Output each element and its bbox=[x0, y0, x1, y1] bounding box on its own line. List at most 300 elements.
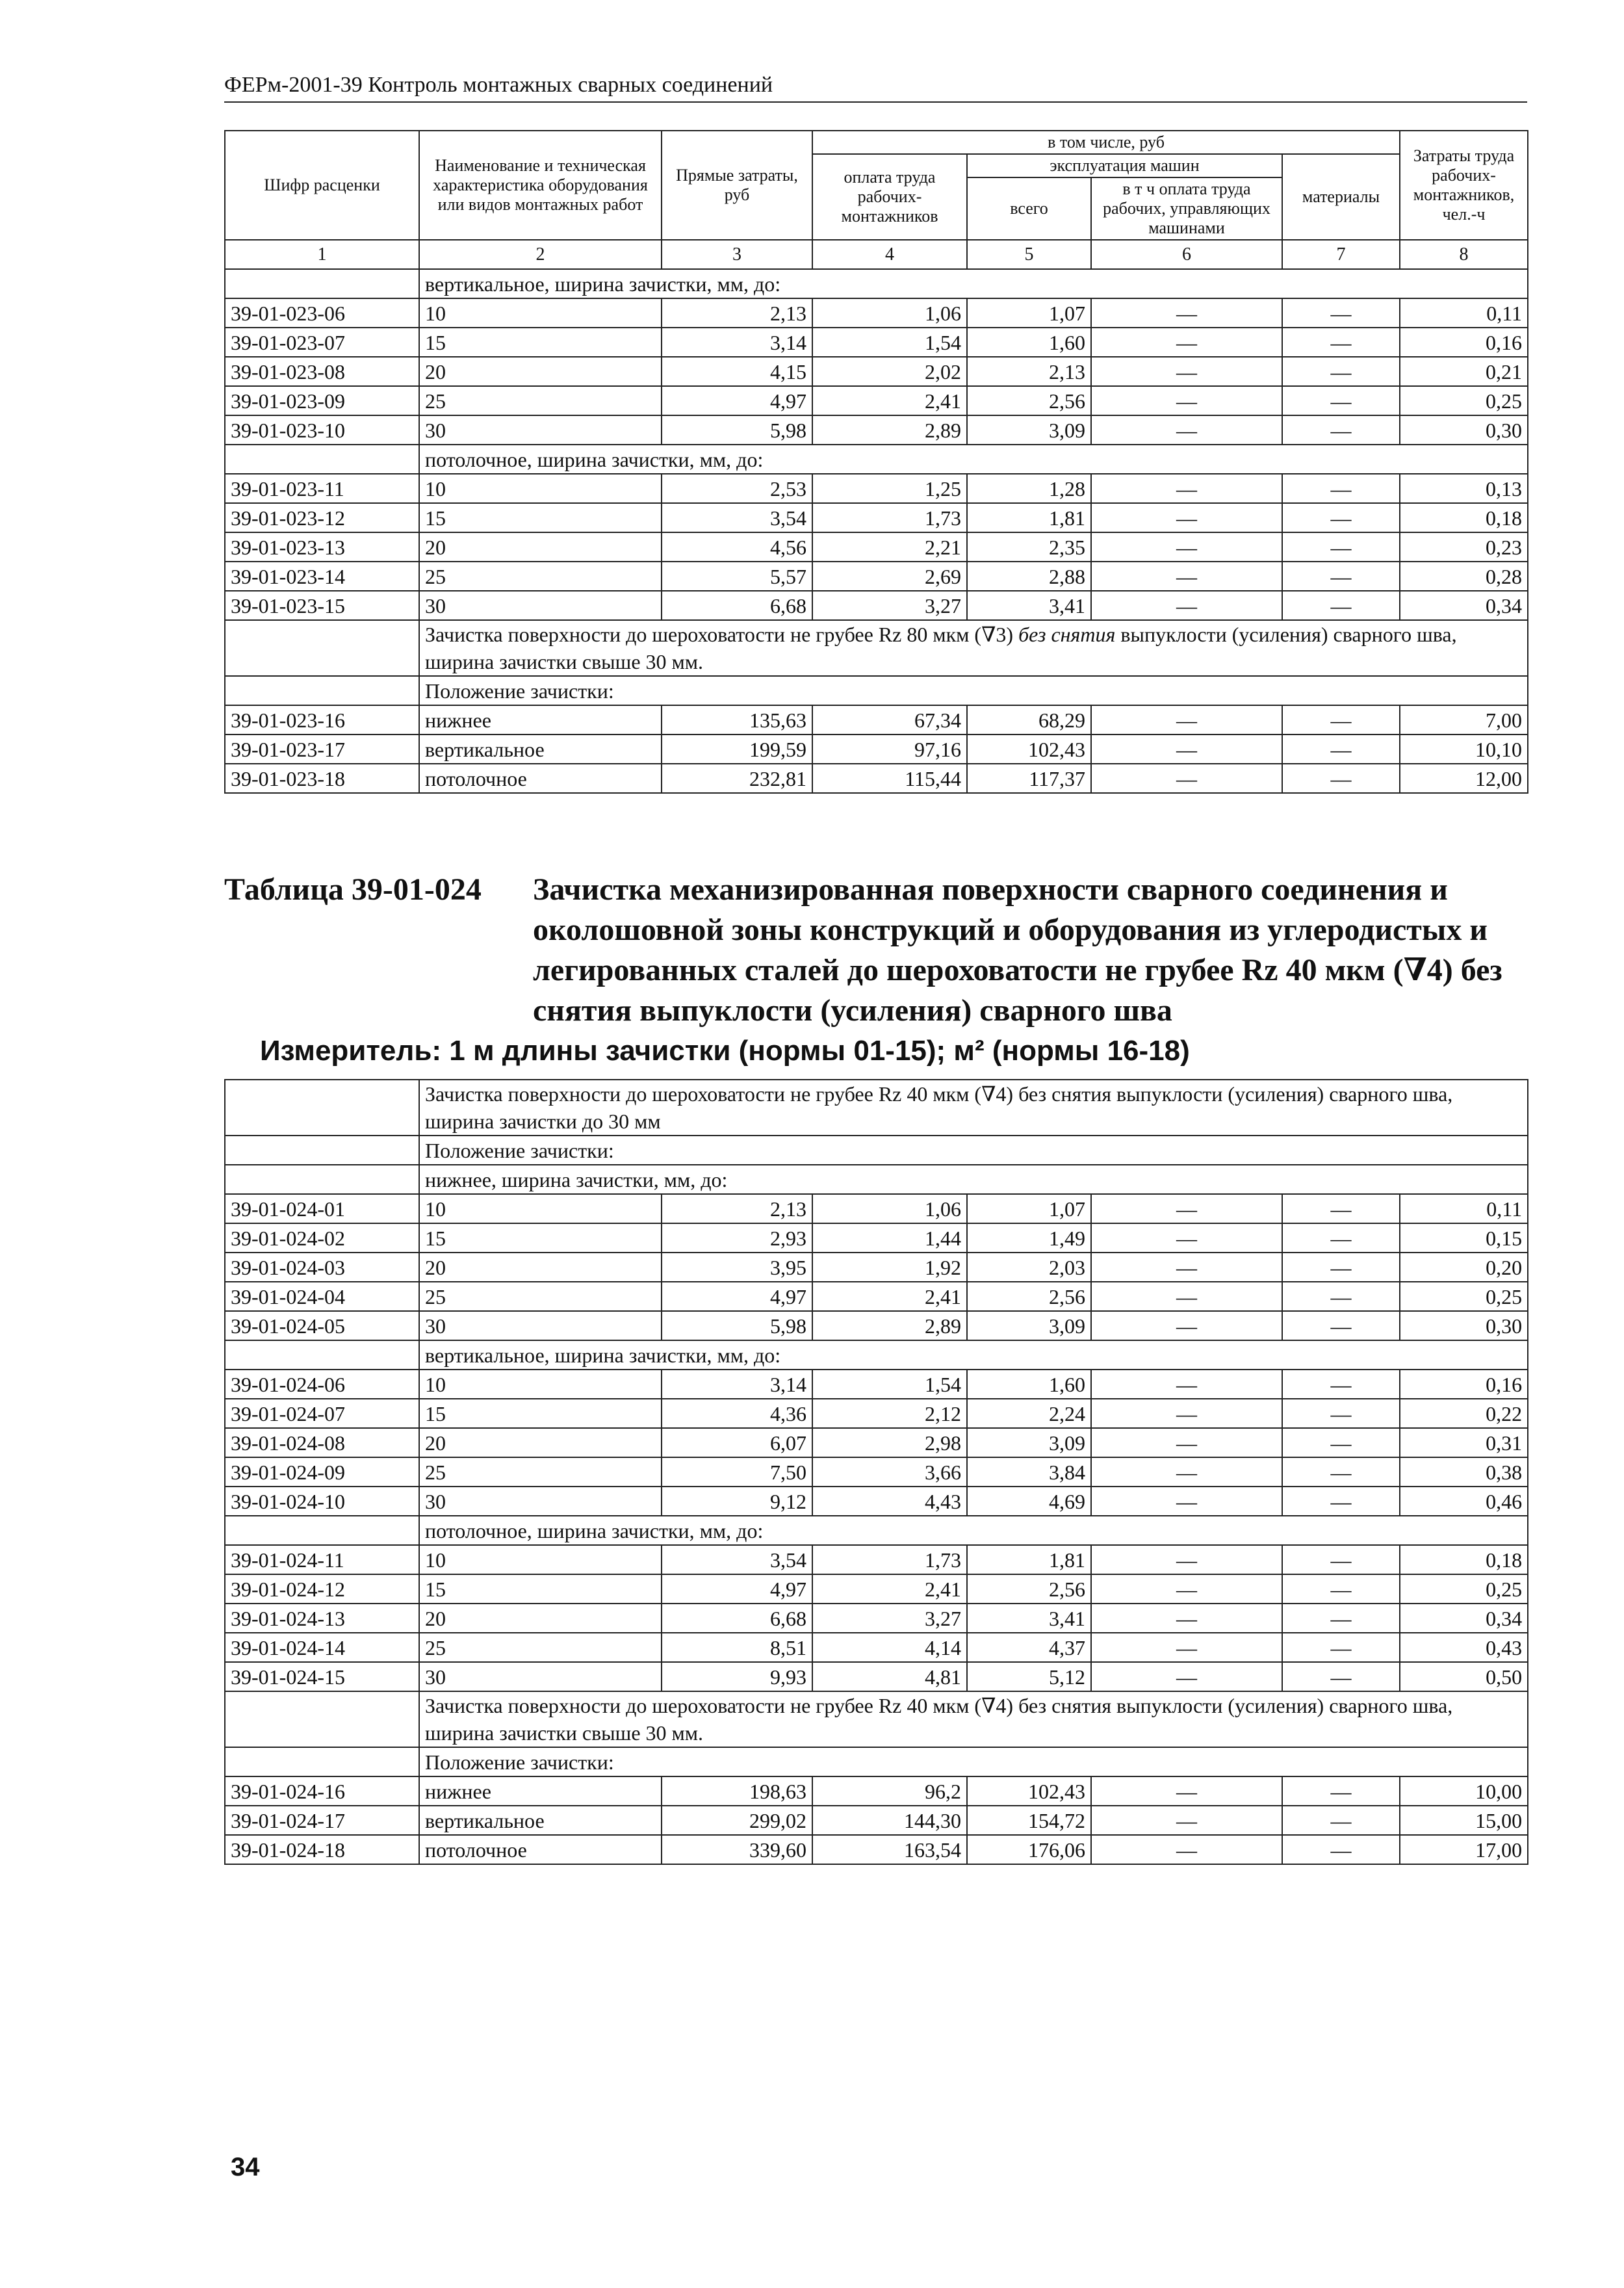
cell-direct: 3,54 bbox=[662, 1545, 812, 1574]
cell-incl-wages: — bbox=[1091, 328, 1282, 357]
cell-incl-wages: — bbox=[1091, 1835, 1282, 1864]
cell-labor: 0,34 bbox=[1400, 1604, 1528, 1633]
cell-incl-wages: — bbox=[1091, 1399, 1282, 1428]
col-header-incl: в том числе, руб bbox=[812, 131, 1400, 154]
table-row bbox=[225, 1545, 1528, 1574]
cell-wages: 2,12 bbox=[812, 1399, 967, 1428]
cell-materials: — bbox=[1282, 705, 1400, 734]
cell-materials: — bbox=[1282, 1223, 1400, 1253]
cell-incl-wages: — bbox=[1091, 764, 1282, 793]
table-row bbox=[225, 1282, 1528, 1311]
cell-name: 20 bbox=[419, 1604, 662, 1633]
cell-direct: 5,98 bbox=[662, 415, 812, 445]
page-number: 34 bbox=[231, 2153, 260, 2181]
cell-materials: — bbox=[1282, 298, 1400, 328]
cell-incl-wages: — bbox=[1091, 734, 1282, 764]
table-label: Таблица 39-01-024 bbox=[224, 872, 482, 907]
table-row bbox=[225, 1428, 1528, 1457]
section-note bbox=[419, 1080, 1528, 1136]
table-row bbox=[225, 705, 1528, 734]
cell-code: 39-01-024-04 bbox=[225, 1282, 419, 1311]
cell-materials: — bbox=[1282, 1776, 1400, 1806]
table-row bbox=[225, 1604, 1528, 1633]
cell-direct: 4,97 bbox=[662, 1574, 812, 1604]
cell-labor: 0,43 bbox=[1400, 1633, 1528, 1662]
col-header-total: всего bbox=[967, 177, 1091, 240]
cell-empty bbox=[225, 269, 419, 298]
table-row bbox=[225, 1399, 1528, 1428]
cell-incl-wages: — bbox=[1091, 1282, 1282, 1311]
col-number: 1 bbox=[225, 240, 419, 269]
cell-materials: — bbox=[1282, 1545, 1400, 1574]
group-title: потолочное, ширина зачистки, мм, до: bbox=[419, 445, 1528, 474]
section-note-row bbox=[225, 1080, 1528, 1136]
cell-labor: 0,50 bbox=[1400, 1662, 1528, 1691]
table-row bbox=[225, 764, 1528, 793]
col-header-wages: оплата труда рабочих-монтажников bbox=[812, 154, 967, 240]
table-row bbox=[225, 1457, 1528, 1487]
cell-labor: 0,25 bbox=[1400, 1574, 1528, 1604]
cell-direct: 3,95 bbox=[662, 1253, 812, 1282]
col-header-name: Наименование и техническая характеристика оборудования или видов монтажных работ bbox=[419, 131, 662, 240]
cell-total: 2,56 bbox=[967, 1574, 1091, 1604]
cell-total: 68,29 bbox=[967, 705, 1091, 734]
group-title: потолочное, ширина зачистки, мм, до: bbox=[419, 1516, 1528, 1545]
col-header-direct: Прямые затраты, руб bbox=[662, 131, 812, 240]
cell-direct: 6,68 bbox=[662, 591, 812, 620]
cell-labor: 0,13 bbox=[1400, 474, 1528, 503]
cell-materials: — bbox=[1282, 1399, 1400, 1428]
cell-materials: — bbox=[1282, 1604, 1400, 1633]
group-title: вертикальное, ширина зачистки, мм, до: bbox=[419, 269, 1528, 298]
cell-incl-wages: — bbox=[1091, 1776, 1282, 1806]
cell-name: 15 bbox=[419, 503, 662, 532]
cell-name: 10 bbox=[419, 298, 662, 328]
cell-total: 3,41 bbox=[967, 591, 1091, 620]
cell-labor: 0,28 bbox=[1400, 562, 1528, 591]
cell-materials: — bbox=[1282, 591, 1400, 620]
cell-code: 39-01-024-05 bbox=[225, 1311, 419, 1340]
cell-direct: 6,68 bbox=[662, 1604, 812, 1633]
cell-direct: 135,63 bbox=[662, 705, 812, 734]
cell-code: 39-01-024-08 bbox=[225, 1428, 419, 1457]
table-row bbox=[225, 474, 1528, 503]
cell-wages: 96,2 bbox=[812, 1776, 967, 1806]
cell-incl-wages: — bbox=[1091, 1253, 1282, 1282]
cell-name: потолочное bbox=[419, 1835, 662, 1864]
note-emphasis: без снятия bbox=[1018, 623, 1116, 646]
table-row bbox=[225, 357, 1528, 386]
cell-labor: 10,10 bbox=[1400, 734, 1528, 764]
cell-direct: 339,60 bbox=[662, 1835, 812, 1864]
cell-name: потолочное bbox=[419, 764, 662, 793]
cell-direct: 9,93 bbox=[662, 1662, 812, 1691]
cell-materials: — bbox=[1282, 1662, 1400, 1691]
cell-code: 39-01-024-02 bbox=[225, 1223, 419, 1253]
cell-code: 39-01-023-11 bbox=[225, 474, 419, 503]
cell-wages: 1,25 bbox=[812, 474, 967, 503]
cell-labor: 15,00 bbox=[1400, 1806, 1528, 1835]
cell-materials: — bbox=[1282, 357, 1400, 386]
table-row bbox=[225, 503, 1528, 532]
cell-materials: — bbox=[1282, 1457, 1400, 1487]
cell-wages: 3,27 bbox=[812, 591, 967, 620]
cell-total: 3,09 bbox=[967, 1311, 1091, 1340]
cell-name: 10 bbox=[419, 1370, 662, 1399]
cell-labor: 0,23 bbox=[1400, 532, 1528, 562]
cell-labor: 0,18 bbox=[1400, 503, 1528, 532]
cell-incl-wages: — bbox=[1091, 474, 1282, 503]
cell-name: 10 bbox=[419, 1194, 662, 1223]
measure-unit: Измеритель: 1 м длины зачистки (нормы 01-15); м² (нормы 16-18) bbox=[260, 1035, 1190, 1067]
cell-labor: 0,18 bbox=[1400, 1545, 1528, 1574]
cell-incl-wages: — bbox=[1091, 1545, 1282, 1574]
group-title-row bbox=[225, 445, 1528, 474]
cell-empty bbox=[225, 445, 419, 474]
cell-direct: 2,93 bbox=[662, 1223, 812, 1253]
cell-empty bbox=[225, 1747, 419, 1776]
cell-code: 39-01-023-16 bbox=[225, 705, 419, 734]
cell-total: 3,09 bbox=[967, 415, 1091, 445]
cell-name: 20 bbox=[419, 1253, 662, 1282]
cell-wages: 2,21 bbox=[812, 532, 967, 562]
cell-name: 25 bbox=[419, 1457, 662, 1487]
cell-labor: 0,16 bbox=[1400, 1370, 1528, 1399]
cell-direct: 4,97 bbox=[662, 1282, 812, 1311]
note-text: Зачистка поверхности до шероховатости не грубее Rz 40 мкм (∇4) без снятия выпуклости (усиления) сварного шва, ширина зачистки до 30 мм bbox=[425, 1082, 1453, 1133]
cell-direct: 3,14 bbox=[662, 328, 812, 357]
cell-labor: 0,38 bbox=[1400, 1457, 1528, 1487]
cell-direct: 8,51 bbox=[662, 1633, 812, 1662]
cell-total: 2,56 bbox=[967, 386, 1091, 415]
cell-materials: — bbox=[1282, 1194, 1400, 1223]
cell-wages: 1,06 bbox=[812, 1194, 967, 1223]
position-label-row bbox=[225, 676, 1528, 705]
table-row bbox=[225, 1370, 1528, 1399]
cell-code: 39-01-023-12 bbox=[225, 503, 419, 532]
col-number: 6 bbox=[1091, 240, 1282, 269]
cell-direct: 5,98 bbox=[662, 1311, 812, 1340]
table-row bbox=[225, 532, 1528, 562]
cell-total: 3,84 bbox=[967, 1457, 1091, 1487]
cell-labor: 0,34 bbox=[1400, 591, 1528, 620]
cell-empty bbox=[225, 1165, 419, 1194]
table-title bbox=[224, 870, 1527, 1031]
cell-total: 1,49 bbox=[967, 1223, 1091, 1253]
cell-labor: 0,25 bbox=[1400, 1282, 1528, 1311]
cell-name: 10 bbox=[419, 474, 662, 503]
cell-code: 39-01-023-06 bbox=[225, 298, 419, 328]
cell-code: 39-01-024-11 bbox=[225, 1545, 419, 1574]
cell-labor: 0,30 bbox=[1400, 1311, 1528, 1340]
cell-total: 4,37 bbox=[967, 1633, 1091, 1662]
rates-table-39-01-024 bbox=[224, 1079, 1527, 1865]
cell-total: 1,07 bbox=[967, 1194, 1091, 1223]
cell-direct: 4,36 bbox=[662, 1399, 812, 1428]
cell-direct: 4,15 bbox=[662, 357, 812, 386]
cell-wages: 1,44 bbox=[812, 1223, 967, 1253]
cell-incl-wages: — bbox=[1091, 562, 1282, 591]
cell-wages: 163,54 bbox=[812, 1835, 967, 1864]
cell-materials: — bbox=[1282, 1806, 1400, 1835]
cell-total: 117,37 bbox=[967, 764, 1091, 793]
cell-empty bbox=[225, 1080, 419, 1136]
cell-name: 30 bbox=[419, 1662, 662, 1691]
cell-code: 39-01-024-15 bbox=[225, 1662, 419, 1691]
cell-direct: 232,81 bbox=[662, 764, 812, 793]
cell-code: 39-01-023-08 bbox=[225, 357, 419, 386]
cell-labor: 0,11 bbox=[1400, 1194, 1528, 1223]
cell-code: 39-01-023-10 bbox=[225, 415, 419, 445]
cell-code: 39-01-024-14 bbox=[225, 1633, 419, 1662]
cell-total: 2,24 bbox=[967, 1399, 1091, 1428]
cell-code: 39-01-024-10 bbox=[225, 1487, 419, 1516]
cell-labor: 10,00 bbox=[1400, 1776, 1528, 1806]
cell-labor: 0,21 bbox=[1400, 357, 1528, 386]
cell-wages: 2,41 bbox=[812, 1574, 967, 1604]
cell-total: 154,72 bbox=[967, 1806, 1091, 1835]
cell-empty bbox=[225, 620, 419, 676]
cell-wages: 1,06 bbox=[812, 298, 967, 328]
table-row bbox=[225, 1776, 1528, 1806]
cell-materials: — bbox=[1282, 1487, 1400, 1516]
cell-incl-wages: — bbox=[1091, 415, 1282, 445]
cell-incl-wages: — bbox=[1091, 532, 1282, 562]
table-row bbox=[225, 1194, 1528, 1223]
cell-name: 25 bbox=[419, 1282, 662, 1311]
cell-empty bbox=[225, 676, 419, 705]
cell-materials: — bbox=[1282, 1253, 1400, 1282]
cell-materials: — bbox=[1282, 474, 1400, 503]
cell-wages: 4,14 bbox=[812, 1633, 967, 1662]
cell-code: 39-01-024-01 bbox=[225, 1194, 419, 1223]
cell-direct: 2,13 bbox=[662, 1194, 812, 1223]
section-note bbox=[419, 620, 1528, 676]
cell-name: 25 bbox=[419, 1633, 662, 1662]
group-title: вертикальное, ширина зачистки, мм, до: bbox=[419, 1340, 1528, 1370]
cell-name: 30 bbox=[419, 1311, 662, 1340]
cell-incl-wages: — bbox=[1091, 357, 1282, 386]
cell-wages: 144,30 bbox=[812, 1806, 967, 1835]
cell-total: 2,56 bbox=[967, 1282, 1091, 1311]
table-row bbox=[225, 591, 1528, 620]
cell-total: 4,69 bbox=[967, 1487, 1091, 1516]
cell-materials: — bbox=[1282, 1428, 1400, 1457]
cell-incl-wages: — bbox=[1091, 1370, 1282, 1399]
cell-wages: 1,54 bbox=[812, 328, 967, 357]
cell-wages: 1,92 bbox=[812, 1253, 967, 1282]
cell-wages: 2,89 bbox=[812, 1311, 967, 1340]
cell-direct: 2,13 bbox=[662, 298, 812, 328]
table-row bbox=[225, 562, 1528, 591]
col-header-labor: Затраты труда рабочих-монтажников, чел.-ч bbox=[1400, 131, 1528, 240]
cell-total: 1,81 bbox=[967, 1545, 1091, 1574]
cell-materials: — bbox=[1282, 734, 1400, 764]
cell-incl-wages: — bbox=[1091, 1662, 1282, 1691]
cell-name: 20 bbox=[419, 357, 662, 386]
cell-code: 39-01-024-03 bbox=[225, 1253, 419, 1282]
note-text: Зачистка поверхности до шероховатости не грубее Rz 40 мкм (∇4) без снятия выпуклости (усиления) сварного шва, ширина зачистки свыше 30 мм. bbox=[425, 1694, 1453, 1745]
page-header: ФЕРм-2001-39 Контроль монтажных сварных соединений bbox=[224, 70, 1527, 103]
note-text: выпуклости (усиления) сварного шва, ширина зачистки свыше 30 мм. bbox=[425, 623, 1457, 673]
table-row bbox=[225, 328, 1528, 357]
cell-labor: 0,15 bbox=[1400, 1223, 1528, 1253]
cell-incl-wages: — bbox=[1091, 1574, 1282, 1604]
position-label: Положение зачистки: bbox=[419, 1747, 1528, 1776]
cell-wages: 1,73 bbox=[812, 1545, 967, 1574]
cell-direct: 198,63 bbox=[662, 1776, 812, 1806]
cell-incl-wages: — bbox=[1091, 1457, 1282, 1487]
cell-code: 39-01-023-15 bbox=[225, 591, 419, 620]
table-row bbox=[225, 734, 1528, 764]
cell-materials: — bbox=[1282, 764, 1400, 793]
table-row bbox=[225, 1806, 1528, 1835]
cell-labor: 7,00 bbox=[1400, 705, 1528, 734]
position-label-row bbox=[225, 1747, 1528, 1776]
cell-incl-wages: — bbox=[1091, 1633, 1282, 1662]
table-row bbox=[225, 1633, 1528, 1662]
cell-incl-wages: — bbox=[1091, 1487, 1282, 1516]
cell-labor: 12,00 bbox=[1400, 764, 1528, 793]
cell-wages: 2,02 bbox=[812, 357, 967, 386]
table-row bbox=[225, 1311, 1528, 1340]
cell-name: 10 bbox=[419, 1545, 662, 1574]
cell-direct: 199,59 bbox=[662, 734, 812, 764]
group-title-row bbox=[225, 269, 1528, 298]
cell-materials: — bbox=[1282, 386, 1400, 415]
group-title-row bbox=[225, 1165, 1528, 1194]
cell-code: 39-01-024-06 bbox=[225, 1370, 419, 1399]
position-label-row bbox=[225, 1136, 1528, 1165]
cell-code: 39-01-023-13 bbox=[225, 532, 419, 562]
cell-wages: 1,54 bbox=[812, 1370, 967, 1399]
cell-name: вертикальное bbox=[419, 1806, 662, 1835]
cell-labor: 0,16 bbox=[1400, 328, 1528, 357]
cell-code: 39-01-023-07 bbox=[225, 328, 419, 357]
cell-code: 39-01-024-17 bbox=[225, 1806, 419, 1835]
cell-labor: 0,11 bbox=[1400, 298, 1528, 328]
table-row bbox=[225, 1487, 1528, 1516]
cell-wages: 2,41 bbox=[812, 1282, 967, 1311]
table-row bbox=[225, 386, 1528, 415]
cell-name: 20 bbox=[419, 532, 662, 562]
cell-materials: — bbox=[1282, 1633, 1400, 1662]
cell-wages: 2,69 bbox=[812, 562, 967, 591]
col-number: 2 bbox=[419, 240, 662, 269]
cell-direct: 4,97 bbox=[662, 386, 812, 415]
cell-total: 1,60 bbox=[967, 328, 1091, 357]
cell-total: 176,06 bbox=[967, 1835, 1091, 1864]
section-note-row bbox=[225, 620, 1528, 676]
cell-wages: 1,73 bbox=[812, 503, 967, 532]
cell-incl-wages: — bbox=[1091, 1223, 1282, 1253]
cell-incl-wages: — bbox=[1091, 1194, 1282, 1223]
cell-total: 3,09 bbox=[967, 1428, 1091, 1457]
cell-name: 15 bbox=[419, 1399, 662, 1428]
cell-code: 39-01-023-14 bbox=[225, 562, 419, 591]
table-row bbox=[225, 1835, 1528, 1864]
cell-total: 1,81 bbox=[967, 503, 1091, 532]
cell-empty bbox=[225, 1340, 419, 1370]
cell-labor: 0,25 bbox=[1400, 386, 1528, 415]
cell-direct: 5,57 bbox=[662, 562, 812, 591]
col-number: 7 bbox=[1282, 240, 1400, 269]
cell-labor: 0,31 bbox=[1400, 1428, 1528, 1457]
cell-direct: 299,02 bbox=[662, 1806, 812, 1835]
col-number: 5 bbox=[967, 240, 1091, 269]
cell-direct: 4,56 bbox=[662, 532, 812, 562]
cell-total: 1,28 bbox=[967, 474, 1091, 503]
cell-total: 3,41 bbox=[967, 1604, 1091, 1633]
cell-materials: — bbox=[1282, 328, 1400, 357]
cell-name: 30 bbox=[419, 591, 662, 620]
cell-materials: — bbox=[1282, 415, 1400, 445]
cell-wages: 2,41 bbox=[812, 386, 967, 415]
cell-direct: 3,14 bbox=[662, 1370, 812, 1399]
cell-total: 1,07 bbox=[967, 298, 1091, 328]
cell-total: 102,43 bbox=[967, 734, 1091, 764]
cell-materials: — bbox=[1282, 562, 1400, 591]
col-number: 8 bbox=[1400, 240, 1528, 269]
cell-empty bbox=[225, 1136, 419, 1165]
cell-empty bbox=[225, 1516, 419, 1545]
table-row bbox=[225, 1223, 1528, 1253]
col-header-materials: материалы bbox=[1282, 154, 1400, 240]
cell-labor: 0,30 bbox=[1400, 415, 1528, 445]
cell-materials: — bbox=[1282, 503, 1400, 532]
cell-name: 30 bbox=[419, 1487, 662, 1516]
position-label: Положение зачистки: bbox=[419, 1136, 1528, 1165]
cell-code: 39-01-024-13 bbox=[225, 1604, 419, 1633]
rates-table-39-01-023 bbox=[224, 130, 1527, 794]
cell-wages: 3,66 bbox=[812, 1457, 967, 1487]
cell-total: 1,60 bbox=[967, 1370, 1091, 1399]
cell-name: нижнее bbox=[419, 705, 662, 734]
cell-wages: 4,43 bbox=[812, 1487, 967, 1516]
table-title-text: Зачистка механизированная поверхности сварного соединения и околошовной зоны конструкций и оборудования из углеродистых и легированных сталей до шероховатости не грубее Rz 40 мкм (∇4) без снятия выпуклости (усиления) сварного шва bbox=[533, 872, 1502, 1028]
cell-code: 39-01-023-18 bbox=[225, 764, 419, 793]
cell-code: 39-01-024-18 bbox=[225, 1835, 419, 1864]
cell-name: нижнее bbox=[419, 1776, 662, 1806]
cell-labor: 0,22 bbox=[1400, 1399, 1528, 1428]
cell-wages: 67,34 bbox=[812, 705, 967, 734]
table-row bbox=[225, 1662, 1528, 1691]
cell-materials: — bbox=[1282, 1370, 1400, 1399]
cell-direct: 6,07 bbox=[662, 1428, 812, 1457]
cell-incl-wages: — bbox=[1091, 1604, 1282, 1633]
cell-code: 39-01-024-09 bbox=[225, 1457, 419, 1487]
cell-incl-wages: — bbox=[1091, 503, 1282, 532]
col-number: 3 bbox=[662, 240, 812, 269]
cell-wages: 4,81 bbox=[812, 1662, 967, 1691]
cell-total: 2,03 bbox=[967, 1253, 1091, 1282]
cell-name: 25 bbox=[419, 562, 662, 591]
cell-direct: 3,54 bbox=[662, 503, 812, 532]
cell-code: 39-01-023-17 bbox=[225, 734, 419, 764]
cell-code: 39-01-024-12 bbox=[225, 1574, 419, 1604]
cell-code: 39-01-023-09 bbox=[225, 386, 419, 415]
table-row bbox=[225, 1574, 1528, 1604]
section-note bbox=[419, 1691, 1528, 1747]
cell-name: вертикальное bbox=[419, 734, 662, 764]
cell-incl-wages: — bbox=[1091, 386, 1282, 415]
cell-code: 39-01-024-07 bbox=[225, 1399, 419, 1428]
cell-total: 5,12 bbox=[967, 1662, 1091, 1691]
cell-materials: — bbox=[1282, 1574, 1400, 1604]
cell-incl-wages: — bbox=[1091, 1311, 1282, 1340]
cell-direct: 2,53 bbox=[662, 474, 812, 503]
cell-total: 2,13 bbox=[967, 357, 1091, 386]
